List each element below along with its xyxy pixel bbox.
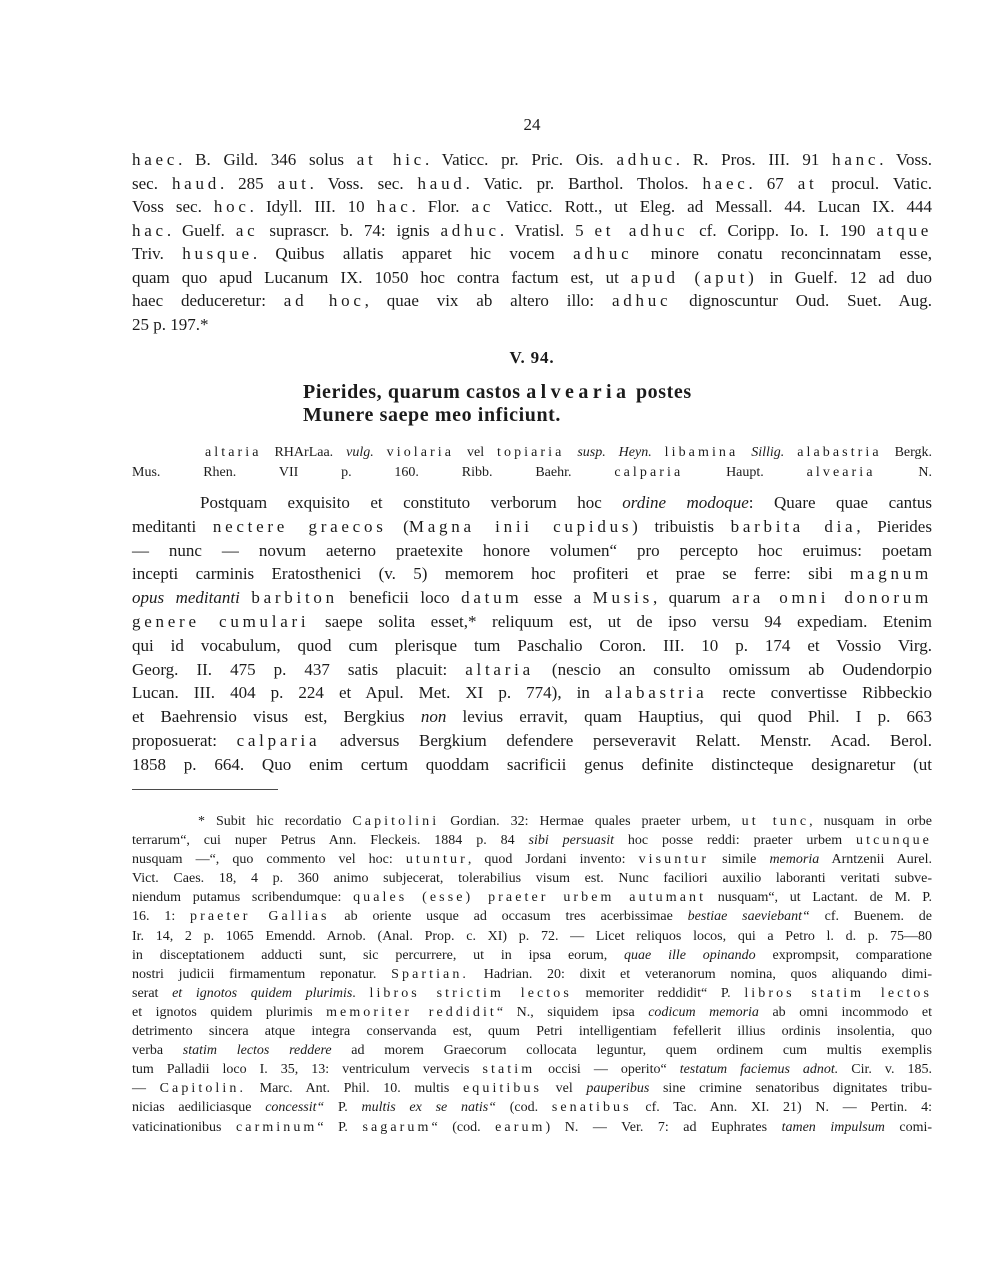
footnote-line (132, 984, 932, 1003)
text-run: 16. 1: (132, 909, 191, 925)
text-run: . 67 (748, 173, 798, 193)
text-run: cf. Buenem. de (809, 909, 933, 925)
text-run: ab oriente usque ad occasum tres acerbissimae (329, 909, 688, 925)
commentary-line (132, 610, 932, 634)
italic-text: sibi persuasit (528, 833, 614, 849)
text-run: meditanti (132, 516, 213, 536)
text-run: in disceptationem adducti sunt, sic percurrere, ut in ipsa eorum, (132, 947, 625, 963)
text-run: . Vatic. pr. Barthol. Tholos. (465, 173, 703, 193)
spaced-text: statim (482, 1062, 536, 1078)
text-run: ab omni incommodo et (758, 1004, 933, 1020)
text-run: hoc posse reddi: praeter urbem (613, 833, 857, 849)
spaced-text: calparia (236, 730, 321, 750)
spaced-text: haec (132, 150, 179, 169)
paragraph-line (132, 313, 932, 337)
text-run: cf. Tac. Ann. XI. 21) N. — Pertin. 4: (631, 1100, 933, 1116)
text-run: in Guelf. 12 ad duo (757, 267, 932, 287)
paragraph-line (132, 195, 932, 219)
paragraph-line (132, 289, 932, 313)
commentary-line (132, 681, 932, 705)
text-run: memoriter reddidit“ P. (571, 985, 745, 1001)
italic-text: Sillig. (751, 445, 785, 460)
text-run: . (352, 985, 370, 1001)
text-run: “ P. (317, 1119, 363, 1135)
italic-text: pauperibus (586, 1081, 650, 1097)
spaced-text: haud (417, 173, 466, 193)
spaced-text: genere cumulari (132, 611, 310, 631)
text-run: . Idyll. III. 10 (249, 197, 377, 217)
text-run (738, 445, 751, 460)
spaced-text: ac (235, 220, 259, 240)
spaced-text: libamina (664, 445, 739, 460)
text-run: Triv. (132, 244, 183, 264)
text-run: ad morem Graecorum collocata leguntur, quem ordinem cum multis exemplis (331, 1043, 932, 1059)
paragraph-line (132, 266, 932, 290)
text-run: . Voss. sec. (309, 173, 418, 193)
text-run (564, 445, 577, 460)
text-run (652, 445, 665, 460)
spaced-text: hoc (213, 197, 250, 217)
italic-text: memoria (769, 852, 820, 868)
text-run: “ N., siquidem ipsa (496, 1004, 649, 1020)
footnote-line (132, 869, 932, 888)
paragraph-line (132, 172, 932, 196)
italic-text: quae ille opinando (624, 947, 756, 963)
spaced-text: nectere graecos (212, 516, 387, 536)
spaced-text: Spartian. (391, 966, 470, 982)
spaced-text: alabastria (797, 445, 882, 460)
commentary-line (132, 729, 932, 753)
text-run: terrarum“, cui nuper Petrus Ann. Fleckeis. 1884 p. 84 (132, 833, 529, 849)
text-run: niendum putamus scribendumque: (132, 890, 354, 906)
italic-text: concessit“ (265, 1100, 325, 1116)
spaced-text: datum (461, 588, 523, 608)
text-run: vel (454, 445, 498, 460)
text-run: et ignotos quidem plurimis (132, 1004, 327, 1020)
verse-line (303, 404, 863, 427)
text-run: Voss sec. (132, 197, 214, 217)
spaced-text: altaria (465, 659, 534, 679)
italic-text: et ignotos quidem plurimis (172, 985, 353, 1001)
italic-text: bestiae saeviebant“ (687, 909, 810, 925)
text-run: verba (132, 1043, 183, 1059)
text-run: vaticinationibus (132, 1119, 236, 1135)
spaced-text: alvearia (806, 464, 876, 480)
italic-text: vulg. (346, 445, 374, 460)
commentary-line (132, 634, 932, 658)
text-run: quam quo apud Lucanum IX. 1050 hoc contra factum est, ut (132, 267, 631, 287)
spaced-text: Magna inii cupidus (408, 516, 633, 536)
text-run: Ir. 14, 2 p. 1065 Emendd. Arnob. (Anal. Prop. c. XI) p. 72. — Licet reliquos locos, qui a Petro l. d. p. 75—80 (132, 928, 932, 944)
text-run (784, 445, 797, 460)
spaced-text: alvearia (526, 381, 631, 403)
continued-paragraph (132, 148, 932, 336)
commentary-line (132, 515, 932, 539)
footnote-line (132, 1098, 932, 1117)
text-run: et Baehrensio visus est, Bergkius (132, 707, 421, 727)
text-run: esse a (522, 588, 593, 608)
text-run: Gordian. 32: Hermae quales praeter urbem, (439, 814, 742, 829)
text-run: . Vratisl. 5 (499, 220, 595, 240)
text-run: nicias aediliciasque (132, 1100, 266, 1116)
spaced-text: visuntur (638, 852, 710, 868)
footnote-line (132, 1060, 932, 1079)
italic-text: testatum faciemus adnot. (679, 1062, 839, 1078)
text-run: Lucan. III. 404 p. 224 et Apul. Met. XI p. 774), in (132, 683, 605, 703)
text-run: qui id vocabulum, quod cum plerisque tum Paschalio Coron. III. 10 p. 174 et Vossio Virg. (132, 635, 932, 655)
footnote-line (132, 1022, 932, 1041)
text-run: N. (875, 464, 932, 480)
text-run: nostri judicii firmamentum reponatur. (132, 966, 392, 982)
verse-line (303, 381, 863, 404)
spaced-text: alabastria (604, 683, 708, 703)
footnote-line (132, 831, 932, 850)
text-run: beneficii loco (337, 588, 462, 608)
page-number: 24 (523, 115, 541, 134)
spaced-text: libros statim lectos (744, 985, 933, 1001)
spaced-text: calparia (614, 464, 684, 480)
spaced-text: ut tunc (741, 814, 810, 829)
spaced-text: sagarum (362, 1119, 432, 1135)
commentary-line (132, 705, 932, 729)
text-run: Mus. Rhen. VII p. 160. Ribb. Baehr. (132, 464, 615, 480)
text-run: Vict. Caes. 18, 4 p. 360 animo subjecerat, tolerabilius visum est. Nunc faciliori auxilio laboranti veritati subve- (132, 871, 932, 887)
spaced-text: haec (702, 173, 749, 193)
italic-text: tamen impulsum (781, 1119, 885, 1135)
spaced-text: hac (376, 197, 412, 217)
text-run: nusquam“, ut Lactant. de M. P. (706, 890, 932, 906)
text-run: Bergk. (881, 445, 933, 460)
text-run: . 285 (219, 173, 278, 193)
text-run: , Pierides (856, 516, 932, 536)
apparatus-line (132, 463, 932, 483)
text-run: Marc. Ant. Phil. 10. multis (246, 1081, 463, 1097)
footnote-line (132, 812, 932, 831)
commentary-line (132, 586, 932, 610)
spaced-text: utuntur (405, 852, 468, 868)
text-run: . Quibus allatis apparet hic vocem (252, 244, 574, 264)
text-run: . B. Gild. 346 solus (178, 150, 357, 169)
text-run: Georg. II. 475 p. 437 satis placuit: (132, 659, 466, 679)
spaced-text: aut (277, 173, 310, 193)
spaced-text: hac (132, 220, 167, 240)
critical-apparatus (132, 443, 932, 482)
footnote-line (132, 1003, 932, 1022)
commentary-line (132, 539, 932, 563)
text-run: minore conatu reconcinnatam esse, (632, 244, 932, 264)
text-run: : Quare quae cantus (748, 493, 933, 512)
spaced-text: praeter Gallias (190, 909, 330, 925)
spaced-text: violaria (386, 445, 455, 460)
text-run: comi- (884, 1119, 933, 1135)
italic-text: codicum memoria (648, 1004, 759, 1020)
commentary-line (132, 562, 932, 586)
text-run: vel (542, 1081, 587, 1097)
text-run: proposuerat: (132, 730, 237, 750)
spaced-text: hanc (832, 150, 880, 169)
text-run: * Subit hic recordatio (198, 814, 353, 829)
text-run: 25 p. 197.* (132, 314, 209, 334)
apparatus-line (132, 443, 932, 463)
spaced-text: ara omni donorum (732, 588, 932, 608)
spaced-text: topiaria (497, 445, 565, 460)
text-run: adversus Bergkium defendere perseveravit Relatt. Menstr. Acad. Berol. (320, 730, 932, 750)
text-run (240, 588, 252, 607)
text-run (374, 445, 387, 460)
text-run: Haupt. (683, 464, 807, 480)
text-run: dignoscuntur Oud. Suet. Aug. (671, 291, 933, 311)
text-run: saepe solita esset,* reliquum est, ut de ipso versu 94 expediam. Etenim (309, 611, 932, 631)
text-run: sec. (132, 173, 172, 193)
spaced-text: apud (aput) (630, 267, 758, 287)
text-run: RHArLaa. (261, 445, 347, 460)
spaced-text: senatibus (551, 1100, 632, 1116)
text-run: , quae vix ab altero illo: (364, 291, 612, 311)
text-run: Munere saepe meo inficiunt. (303, 404, 562, 426)
italic-text: non (420, 707, 447, 727)
text-run: P. (324, 1100, 362, 1116)
spaced-text: husque (182, 244, 253, 264)
commentary-line (132, 658, 932, 682)
italic-text: statim lectos reddere (182, 1043, 332, 1059)
text-run: — nunc — novum aeterno praetexite honore volumen“ pro percepto hoc eruimus: poetam (132, 540, 932, 560)
text-run: , quod Jordani invento: (467, 852, 639, 868)
commentary-line (132, 491, 932, 515)
spaced-text: ac (471, 197, 495, 217)
spaced-text: barbiton (251, 588, 338, 608)
text-run: serat (132, 985, 173, 1001)
text-run: recte convertisse Ribbeckio (707, 683, 932, 703)
footnote-line (132, 907, 932, 926)
spaced-text: ad hoc (283, 291, 365, 311)
text-run: cf. Coripp. Io. I. 190 (688, 220, 877, 240)
text-run: sine crimine senatoribus dignitates tribu- (649, 1081, 933, 1097)
spaced-text: memoriter reddidit (326, 1004, 497, 1020)
text-run: . Guelf. (166, 220, 236, 240)
footnote-line (132, 888, 932, 907)
text-run: . R. Pros. III. 91 (675, 150, 833, 169)
text-run: Arntzenii Aurel. (819, 852, 932, 868)
verse-lemma (303, 381, 863, 427)
verse-number: V. 94. (509, 348, 555, 367)
footnote (132, 812, 932, 1137)
text-run: — (132, 1081, 160, 1097)
text-run: (nescio an consulto omissum ab Oudendorpio (533, 659, 932, 679)
footnote-line (132, 850, 932, 869)
spaced-text: equitibus (463, 1081, 543, 1097)
spaced-text: Capitolin. (159, 1081, 247, 1097)
spaced-text: adhuc (440, 220, 500, 240)
spaced-text: barbita dia (730, 516, 857, 536)
italic-text: opus meditanti (132, 588, 240, 608)
footnote-line (132, 1118, 932, 1137)
text-run: ) N. — Ver. 7: ad Euphrates (545, 1119, 782, 1135)
text-run: occisi — operito“ (535, 1062, 680, 1078)
spaced-text: atque (876, 220, 932, 240)
italic-text: multis ex se natis“ (361, 1100, 496, 1116)
spaced-text: magnum (850, 564, 932, 584)
text-run: (cod. (496, 1100, 552, 1116)
text-run: . Vaticc. pr. Pric. Ois. (424, 150, 617, 169)
text-run: Postquam exquisito et constituto verborum hoc (200, 493, 623, 512)
spaced-text: earum (495, 1119, 546, 1135)
commentary-line (132, 753, 932, 777)
text-run: . Voss. (879, 150, 932, 169)
text-run: Pierides, quarum castos (303, 381, 527, 403)
footnote-line (132, 1079, 932, 1098)
footnote-line (132, 946, 932, 965)
text-run: incepti carminis Eratosthenici (v. 5) memorem hoc profiteri et prae se ferre: sibi (132, 564, 851, 584)
text-run: , quarum (652, 588, 733, 608)
text-run: . Flor. (411, 197, 472, 217)
paragraph-line (132, 219, 932, 243)
spaced-text: carminum (235, 1119, 318, 1135)
spaced-text: quales (esse) praeter urbem autumant (353, 890, 707, 906)
footnote-line (132, 927, 932, 946)
spaced-text: libros strictim lectos (369, 985, 572, 1001)
text-run: “ (cod. (431, 1119, 496, 1135)
text-run: Hadrian. 20: dixit et veteranorum nomina, quos aliquando dimi- (469, 966, 932, 982)
spaced-text: at (797, 173, 818, 193)
spaced-text: et adhuc (594, 220, 689, 240)
text-run: 1858 p. 664. Quo enim certum quoddam sacrificii genus definite distincteque designaretur (ut (132, 754, 932, 774)
text-run: suprascr. b. 74: ignis (258, 220, 441, 240)
spaced-text: Capitolini (352, 814, 440, 829)
italic-text: ordine modoque (622, 493, 749, 512)
spaced-text: adhuc (611, 291, 672, 311)
spaced-text: utcunque (856, 833, 932, 849)
spaced-text: altaria (205, 445, 262, 460)
text-run: , nusquam in orbe (809, 814, 932, 829)
text-run: procul. Vatic. (817, 173, 932, 193)
paragraph-line (132, 148, 932, 172)
text-run: postes (630, 381, 692, 403)
text-run: Cir. v. 185. (838, 1062, 932, 1078)
spaced-text: Musis (592, 588, 653, 608)
commentary-paragraph (132, 491, 932, 777)
text-run: ( (386, 516, 409, 536)
text-run: exprompsit, comparatione (755, 947, 932, 963)
text-run: simile (709, 852, 770, 868)
text-run: ) tribuistis (632, 516, 731, 536)
spaced-text: adhuc (616, 150, 676, 169)
text-run: tum Palladii loco I. 35, 13: ventriculum vervecis (132, 1062, 483, 1078)
italic-text: susp. Heyn. (577, 445, 652, 460)
spaced-text: at hic (356, 150, 425, 169)
text-run: nusquam —“, quo commento vel hoc: (132, 852, 406, 868)
footnote-line (132, 1041, 932, 1060)
text-run: Vaticc. Rott., ut Eleg. ad Messall. 44. Lucan IX. 444 (494, 197, 932, 217)
text-run: detrimento sincera atque integra conservanda est, quum Petri intelligentiam fefellerit illius ordinis insolentia, quo (132, 1024, 932, 1040)
spaced-text: haud (171, 173, 220, 193)
footnote-line (132, 965, 932, 984)
text-run: haec deduceretur: (132, 291, 284, 311)
text-run: levius erravit, quam Hauptius, qui quod Phil. I p. 663 (446, 707, 932, 727)
paragraph-line (132, 242, 932, 266)
spaced-text: adhuc (573, 244, 633, 264)
footnote-rule (132, 789, 278, 790)
